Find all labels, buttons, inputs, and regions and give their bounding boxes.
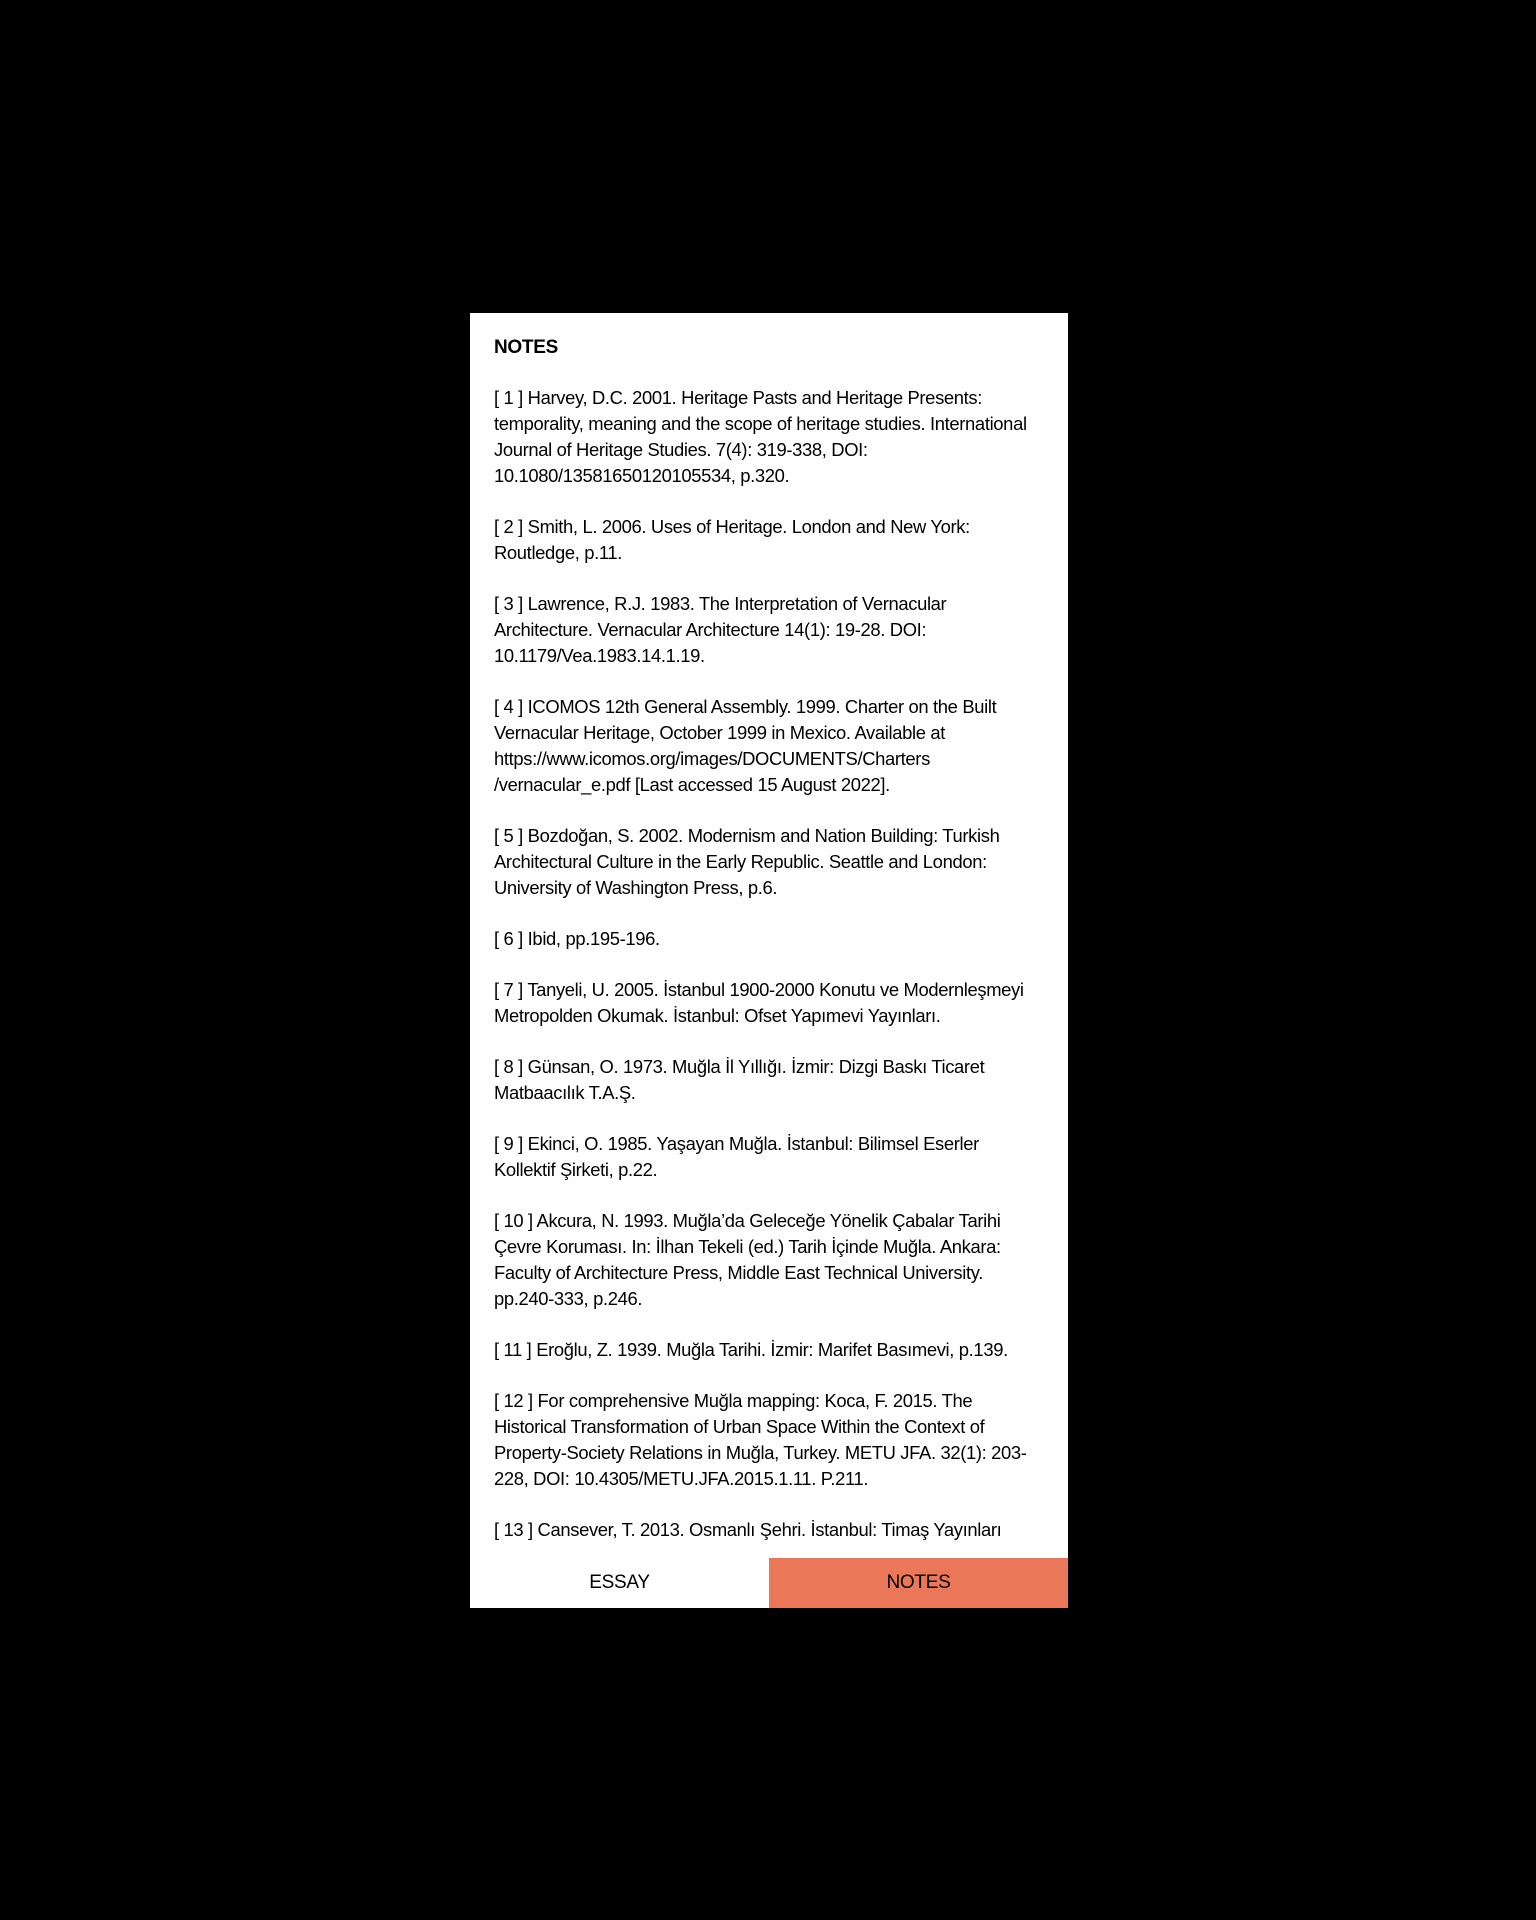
bottom-tab-bar — [470, 1558, 1068, 1608]
tab-essay[interactable]: ESSAY — [470, 1558, 769, 1608]
note-13: [ 13 ] Cansever, T. 2013. Osmanlı Şehri. İstanbul: Timaş Yayınları — [494, 1519, 1002, 1540]
note-7: [ 7 ] Tanyeli, U. 2005. İstanbul 1900-2000 Konutu ve Modernleşmeyi Metropolden Okumak. İstanbul: Ofset Yapımevi Yayınları. — [494, 979, 1024, 1026]
note-5: [ 5 ] Bozdoğan, S. 2002. Modernism and Nation Building: Turkish Architectural Culture in the Early Republic. Seattle and London: University of Washington Press, p.6. — [494, 825, 1000, 898]
note-10: [ 10 ] Akcura, N. 1993. Muğla’da Geleceğe Yönelik Çabalar Tarihi Çevre Koruması. In: İlhan Tekeli (ed.) Tarih İçinde Muğla. Ankara: Faculty of Architecture Press, Middle East Technical University. pp.240-333, p.246. — [494, 1210, 1001, 1309]
notes-heading: NOTES — [494, 337, 558, 358]
note-3: [ 3 ] Lawrence, R.J. 1983. The Interpretation of Vernacular Architecture. Vernacular Architecture 14(1): 19-28. DOI: 10.1179/Vea.1983.14.1.19. — [494, 593, 947, 666]
note-8: [ 8 ] Günsan, O. 1973. Muğla İl Yıllığı. İzmir: Dizgi Baskı Ticaret Matbaacılık T.A.Ş. — [494, 1056, 985, 1103]
note-12: [ 12 ] For comprehensive Muğla mapping: Koca, F. 2015. The Historical Transformation of Urban Space Within the Context of Property-Society Relations in Muğla, Turkey. METU JFA. 32(1): 203-228, DOI: 10.4305/METU.JFA.2015.1.11. P.211. — [494, 1390, 1027, 1489]
note-6: [ 6 ] Ibid, pp.195-196. — [494, 928, 660, 949]
note-2: [ 2 ] Smith, L. 2006. Uses of Heritage. London and New York: Routledge, p.11. — [494, 516, 970, 563]
app-screen — [470, 313, 1068, 1608]
note-9: [ 9 ] Ekinci, O. 1985. Yaşayan Muğla. İstanbul: Bilimsel Eserler Kollektif Şirketi, p.22. — [494, 1133, 979, 1180]
note-4: [ 4 ] ICOMOS 12th General Assembly. 1999. Charter on the Built Vernacular Heritage, October 1999 in Mexico. Available at https://www.icomos.org/images/DOCUMENTS/Charters /vernacular_e.pdf [Last accessed 15 August 2022]. — [494, 696, 997, 795]
note-1: [ 1 ] Harvey, D.C. 2001. Heritage Pasts and Heritage Presents: temporality, meaning and the scope of heritage studies. International Journal of Heritage Studies. 7(4): 319-338, DOI: 10.1080/13581650120105534, p.320. — [494, 387, 1027, 486]
note-11: [ 11 ] Eroğlu, Z. 1939. Muğla Tarihi. İzmir: Marifet Basımevi, p.139. — [494, 1339, 1008, 1360]
tab-notes[interactable]: NOTES — [769, 1558, 1068, 1608]
notes-scroll-area[interactable] — [470, 313, 1068, 1558]
